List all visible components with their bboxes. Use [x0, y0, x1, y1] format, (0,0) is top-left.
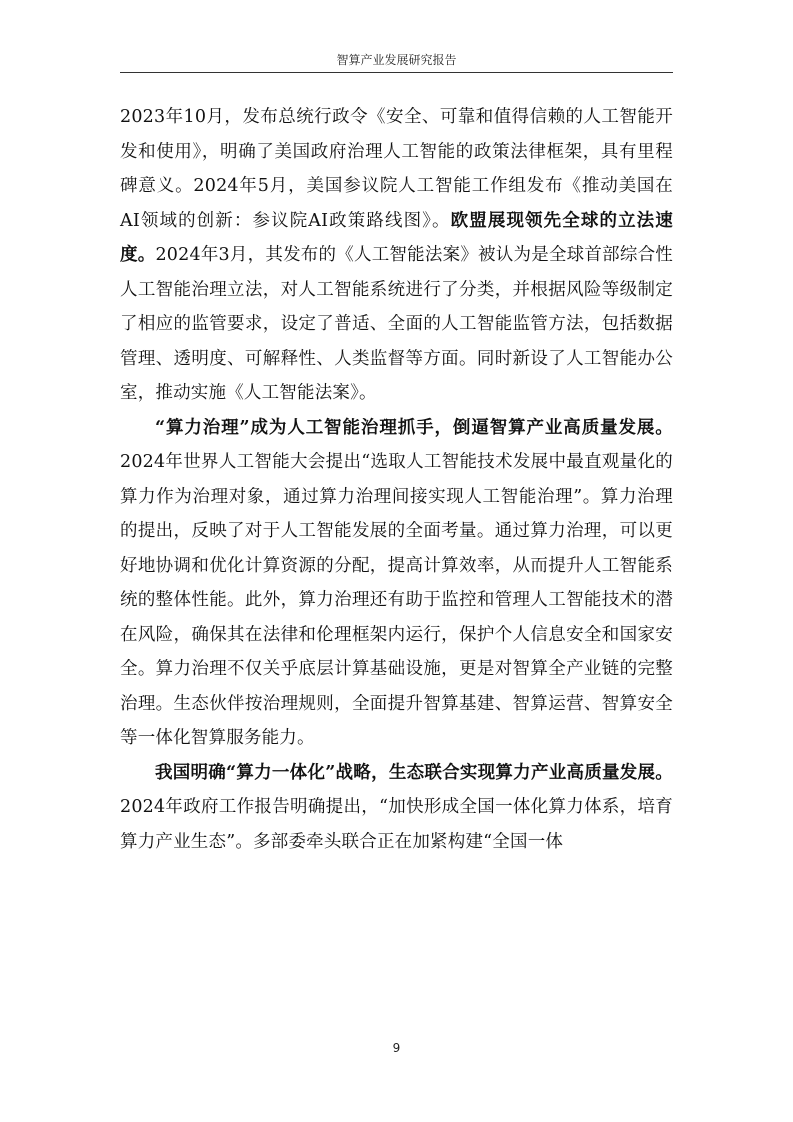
paragraph-2-lead: “算力治理”成为人工智能治理抓手，倒逼智算产业高质量发展。 [155, 417, 673, 438]
body-text [120, 100, 673, 859]
header-rule [120, 72, 673, 73]
page-number: 9 [392, 1041, 401, 1055]
paragraph-1-text-2: 2024年3月，其发布的《人工智能法案》被认为是全球首部综合性人工智能治理立法，对人工智能系统进行了分类，并根据风险等级制定了相应的监管要求，设定了普适、全面的人工智能监管方法，包括数据管理、透明度、可解释性、人类监督等方面。同时新设了人工智能办公室，推动实施《人工智能法案》。 [120, 245, 673, 403]
running-header: 智算产业发展研究报告 [336, 53, 457, 67]
paragraph-3-text: 2024年政府工作报告明确提出，“加快形成全国一体化算力体系，培育算力产业生态”。多部委牵头联合正在加紧构建“全国一体 [120, 797, 673, 852]
paragraph-3 [120, 756, 673, 860]
paragraph-2 [120, 411, 673, 756]
paragraph-1-text: 2023年10月，发布总统行政令《安全、可靠和值得信赖的人工智能开发和使用》，明确了美国政府治理人工智能的政策法律框架，具有里程碑意义。2024年5月，美国参议院人工智能工作组发布《推动美国在AI领域的创新：参议院AI政策路线图》。 [120, 107, 673, 231]
paragraph-1 [120, 100, 673, 411]
paragraph-2-text: 2024年世界人工智能大会提出“选取人工智能技术发展中最直观量化的算力作为治理对象，通过算力治理间接实现人工智能治理”。算力治理的提出，反映了对于人工智能发展的全面考量。通过算力治理，可以更好地协调和优化计算资源的分配，提高计算效率，从而提升人工智能系统的整体性能。此外，算力治理还有助于监控和管理人工智能技术的潜在风险，确保其在法律和伦理框架内运行，保护个人信息安全和国家安全。算力治理不仅关乎底层计算基础设施，更是对智算全产业链的完整治理。生态伙伴按治理规则，全面提升智算基建、智算运营、智算安全等一体化智算服务能力。 [120, 452, 673, 748]
paragraph-1-bold: 欧盟展现领先全球的立法速度。 [120, 210, 673, 265]
paragraph-3-lead: 我国明确“算力一体化”战略，生态联合实现算力产业高质量发展。 [155, 762, 673, 783]
